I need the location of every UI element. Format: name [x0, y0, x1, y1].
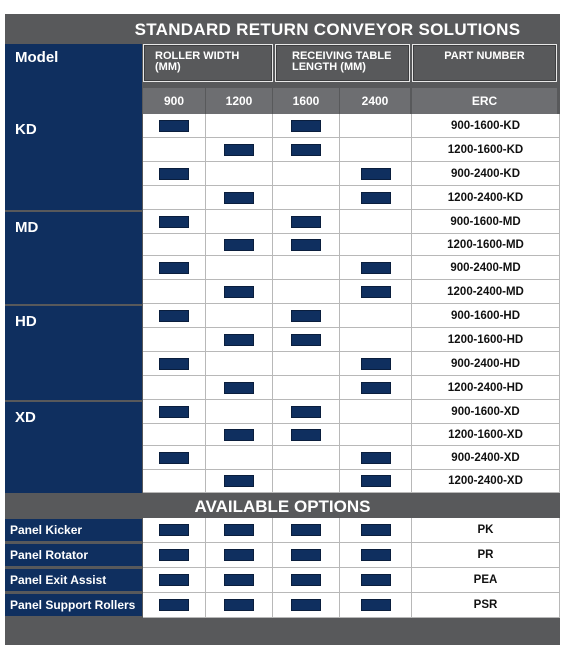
table-cell [206, 210, 273, 234]
selection-marker [159, 524, 189, 536]
table-cell [206, 470, 273, 493]
table-cell [340, 162, 412, 186]
part-number-cell: 900-2400-HD [412, 352, 560, 376]
table-cell [340, 328, 412, 352]
table-cell [206, 114, 273, 138]
part-number-header [412, 44, 557, 82]
part-number-cell: 1200-1600-XD [412, 424, 560, 446]
selection-marker [224, 239, 254, 251]
selection-marker [159, 262, 189, 274]
option-cell [143, 543, 206, 568]
table-cell [340, 234, 412, 256]
option-label: Panel Rotator [5, 544, 142, 566]
selection-marker [291, 574, 321, 586]
table-cell [206, 162, 273, 186]
subheader-1600: 1600 [273, 88, 339, 114]
selection-marker [361, 524, 391, 536]
selection-marker [291, 310, 321, 322]
receiving-table-header [275, 44, 410, 82]
table-cell [340, 210, 412, 234]
receiving-line2: LENGTH (MM) [292, 61, 366, 73]
part-number-cell: 900-1600-HD [412, 304, 560, 328]
table-cell [340, 446, 412, 470]
table-cell [143, 470, 206, 493]
table-cell [273, 256, 340, 280]
table-cell [340, 114, 412, 138]
table-cell [340, 138, 412, 162]
options-list [5, 518, 560, 618]
model-group-xd [5, 402, 142, 493]
selection-marker [291, 406, 321, 418]
selection-marker [224, 382, 254, 394]
option-cell [273, 568, 340, 593]
option-label: Panel Exit Assist [5, 569, 142, 591]
table-cell [143, 328, 206, 352]
part-number-cell: 1200-1600-HD [412, 328, 560, 352]
selection-marker [159, 549, 189, 561]
selection-marker [159, 574, 189, 586]
table-cell [206, 376, 273, 400]
selection-marker [159, 216, 189, 228]
table-cell [273, 234, 340, 256]
selection-marker [291, 599, 321, 611]
model-label: MD [15, 219, 39, 236]
part-number-cell: 900-2400-XD [412, 446, 560, 470]
roller-width-header [143, 44, 273, 82]
part-number-cell: 1200-2400-HD [412, 376, 560, 400]
model-header: Model [15, 49, 59, 66]
part-number-cell: 1200-1600-MD [412, 234, 560, 256]
table-cell [206, 256, 273, 280]
part-number-cell: 1200-1600-KD [412, 138, 560, 162]
part-number-cell: 900-2400-MD [412, 256, 560, 280]
option-cell [143, 568, 206, 593]
table-cell [143, 400, 206, 424]
part-number-cell: 900-2400-KD [412, 162, 560, 186]
selection-marker [159, 452, 189, 464]
option-cell [340, 593, 412, 618]
selection-marker [291, 239, 321, 251]
selection-marker [291, 120, 321, 132]
table-cell [143, 114, 206, 138]
selection-marker [361, 168, 391, 180]
selection-marker [291, 216, 321, 228]
roller-width-line2: (MM) [155, 61, 181, 73]
model-label: KD [15, 121, 37, 138]
option-cell [206, 568, 273, 593]
selection-marker [361, 358, 391, 370]
table-cell [273, 424, 340, 446]
selection-marker [224, 574, 254, 586]
option-cell [340, 543, 412, 568]
part-number-label: PART NUMBER [444, 50, 525, 62]
subheader-1200: 1200 [206, 88, 272, 114]
table-cell [273, 280, 340, 304]
table-cell [143, 376, 206, 400]
table-cell [273, 352, 340, 376]
selection-marker [224, 524, 254, 536]
model-group-kd [5, 114, 142, 210]
table-cell [273, 328, 340, 352]
option-cell [206, 543, 273, 568]
table-cell [340, 304, 412, 328]
option-cell [340, 518, 412, 543]
table-cell [143, 304, 206, 328]
selection-marker [159, 310, 189, 322]
selection-marker [224, 144, 254, 156]
option-cell [340, 568, 412, 593]
model-label: HD [15, 313, 37, 330]
table-cell [340, 186, 412, 210]
option-part-number: PR [412, 543, 560, 568]
table-cell [206, 424, 273, 446]
table-cell [273, 376, 340, 400]
subheader-900: 900 [143, 88, 205, 114]
receiving-line1: RECEIVING TABLE [292, 50, 392, 62]
table-cell [340, 280, 412, 304]
model-header-cell [5, 44, 142, 114]
option-cell [273, 593, 340, 618]
model-label: XD [15, 409, 36, 426]
option-cell [273, 518, 340, 543]
table-cell [340, 424, 412, 446]
selection-marker [361, 475, 391, 487]
table-cell [143, 234, 206, 256]
part-number-cell: 900-1600-MD [412, 210, 560, 234]
table-cell [273, 446, 340, 470]
selection-marker [361, 382, 391, 394]
part-number-cell: 1200-2400-XD [412, 470, 560, 493]
table-cell [206, 280, 273, 304]
selection-marker [361, 262, 391, 274]
option-label: Panel Kicker [5, 519, 142, 541]
selection-marker [224, 429, 254, 441]
table-cell [206, 138, 273, 162]
table-cell [143, 352, 206, 376]
table-cell [273, 210, 340, 234]
table-cell [143, 256, 206, 280]
selection-marker [224, 286, 254, 298]
selection-marker [159, 120, 189, 132]
option-cell [143, 593, 206, 618]
option-part-number: PSR [412, 593, 560, 618]
selection-marker [361, 192, 391, 204]
selection-marker [224, 192, 254, 204]
table-cell [340, 256, 412, 280]
table-cell [143, 280, 206, 304]
selection-marker [159, 599, 189, 611]
selection-marker [291, 144, 321, 156]
selection-marker [224, 334, 254, 346]
selection-marker [361, 549, 391, 561]
table-cell [273, 470, 340, 493]
selection-marker [224, 475, 254, 487]
table-cell [143, 424, 206, 446]
table-cell [206, 304, 273, 328]
subheader-erc: ERC [412, 88, 557, 114]
table-cell [206, 186, 273, 210]
table-cell [143, 186, 206, 210]
model-groups [5, 114, 560, 494]
part-number-cell: 900-1600-XD [412, 400, 560, 424]
selection-marker [224, 599, 254, 611]
table-cell [273, 162, 340, 186]
table-cell [273, 138, 340, 162]
table-title: STANDARD RETURN CONVEYOR SOLUTIONS [134, 20, 521, 39]
selection-marker [361, 286, 391, 298]
table-cell [340, 376, 412, 400]
table-cell [273, 114, 340, 138]
table-cell [143, 162, 206, 186]
selection-marker [291, 524, 321, 536]
table-cell [206, 352, 273, 376]
selection-marker [291, 429, 321, 441]
selection-marker [159, 168, 189, 180]
selection-marker [159, 358, 189, 370]
selection-marker [159, 406, 189, 418]
option-cell [206, 593, 273, 618]
selection-marker [224, 549, 254, 561]
table-cell [206, 446, 273, 470]
model-group-hd [5, 306, 142, 400]
selection-marker [361, 574, 391, 586]
conveyor-table [5, 14, 560, 645]
option-cell [273, 543, 340, 568]
option-part-number: PK [412, 518, 560, 543]
table-cell [340, 470, 412, 493]
table-cell [340, 400, 412, 424]
option-label: Panel Support Rollers [5, 594, 142, 616]
table-cell [143, 138, 206, 162]
table-cell [206, 234, 273, 256]
options-title: AVAILABLE OPTIONS [194, 497, 371, 516]
table-cell [273, 400, 340, 424]
selection-marker [361, 599, 391, 611]
selection-marker [361, 452, 391, 464]
part-number-cell: 1200-2400-MD [412, 280, 560, 304]
table-cell [273, 186, 340, 210]
table-cell [206, 400, 273, 424]
model-group-md [5, 212, 142, 304]
table-cell [273, 304, 340, 328]
part-number-cell: 1200-2400-KD [412, 186, 560, 210]
option-part-number: PEA [412, 568, 560, 593]
part-number-cell: 900-1600-KD [412, 114, 560, 138]
subheader-2400: 2400 [340, 88, 410, 114]
selection-marker [291, 549, 321, 561]
table-cell [143, 210, 206, 234]
option-cell [143, 518, 206, 543]
table-cell [340, 352, 412, 376]
table-cell [143, 446, 206, 470]
table-cell [206, 328, 273, 352]
option-cell [206, 518, 273, 543]
selection-marker [291, 334, 321, 346]
roller-width-line1: ROLLER WIDTH [155, 50, 240, 62]
